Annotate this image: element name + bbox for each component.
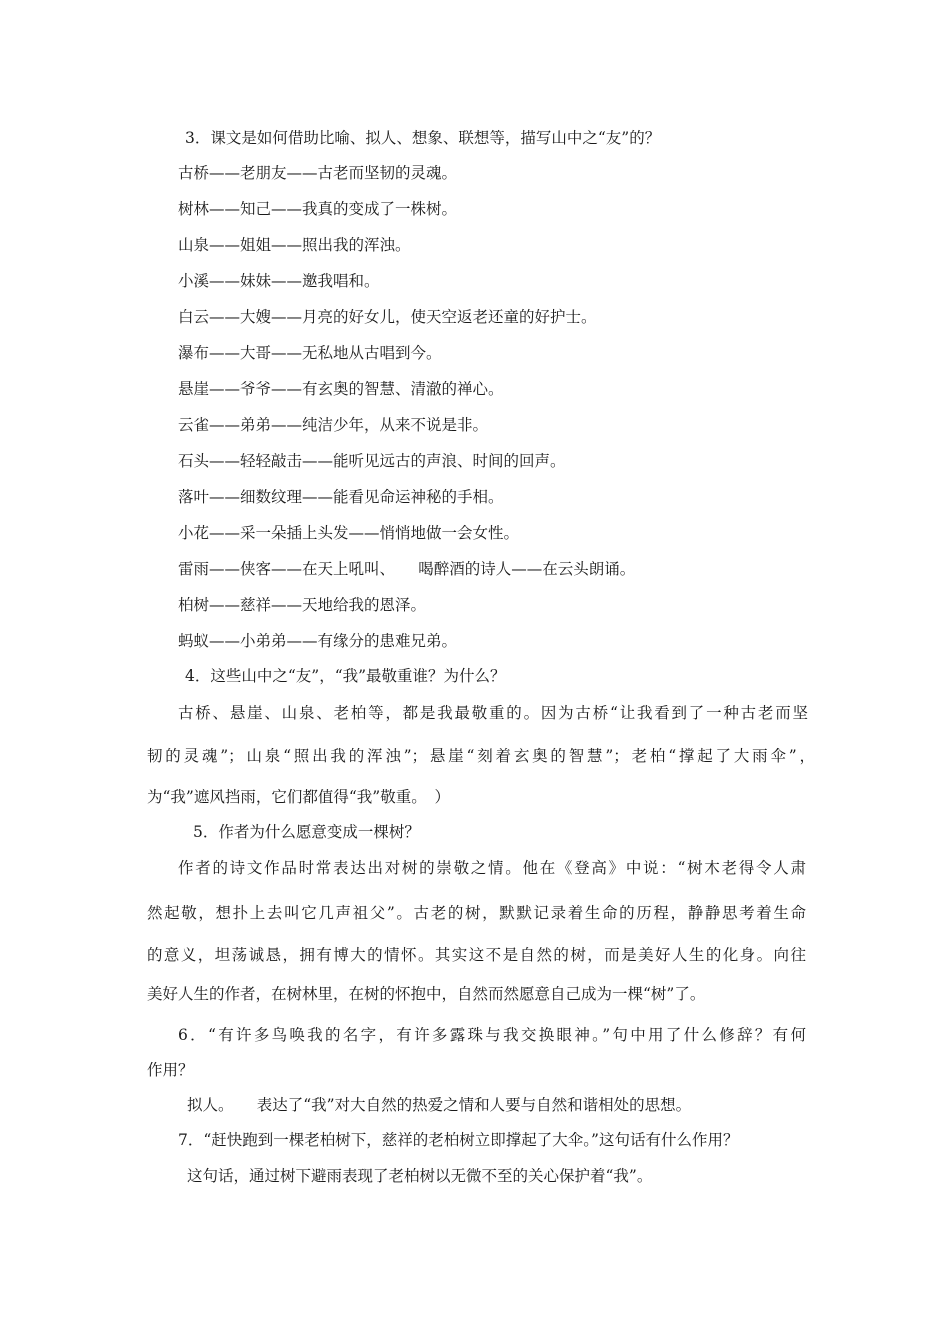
q6-answer: 拟人。 表达了“我”对大自然的热爱之情和人要与自然和谐相处的思想。 xyxy=(187,1096,692,1114)
q5-answer-line: 然起敬，想扑上去叫它几声祖父”。古老的树，默默记录着生命的历程，静静思考着生命 xyxy=(147,904,806,922)
q3-answer-line: 树林——知己——我真的变成了一株树。 xyxy=(178,200,458,218)
q5-answer-line: 作者的诗文作品时常表达出对树的崇敬之情。他在《登高》中说：“树木老得令人肃 xyxy=(178,859,806,877)
q3-answer-line: 石头——轻轻敲击——能听见远古的声浪、时间的回声。 xyxy=(178,452,566,470)
question-4: 4．这些山中之“友”，“我”最敬重谁？为什么？ xyxy=(185,667,506,685)
q3-answer-line: 小溪——妹妹——邀我唱和。 xyxy=(178,272,380,290)
q7-answer: 这句话，通过树下避雨表现了老柏树以无微不至的关心保护着“我”。 xyxy=(187,1167,653,1185)
q3-answer-line: 落叶——细数纹理——能看见命运神秘的手相。 xyxy=(178,488,504,506)
question-5: 5．作者为什么愿意变成一棵树？ xyxy=(193,823,420,841)
q3-answer-line: 悬崖——爷爷——有玄奥的智慧、清澈的禅心。 xyxy=(178,380,504,398)
q3-answer-line: 山泉——姐姐——照出我的浑浊。 xyxy=(178,236,411,254)
q4-answer-line: 为“我”遮风挡雨，它们都值得“我”敬重。 ） xyxy=(147,788,450,806)
q3-answer-line: 柏树——慈祥——天地给我的恩泽。 xyxy=(178,596,427,614)
question-6-continued: 作用？ xyxy=(147,1061,194,1079)
q3-answer-line: 蚂蚁——小弟弟——有缘分的患难兄弟。 xyxy=(178,632,458,650)
q3-answer-line: 古桥——老朋友——古老而坚韧的灵魂。 xyxy=(178,164,458,182)
q3-answer-line: 瀑布——大哥——无私地从古唱到今。 xyxy=(178,344,442,362)
q5-answer-line: 美好人生的作者，在树林里，在树的怀抱中，自然而然愿意自己成为一棵“树”了。 xyxy=(147,985,706,1003)
question-7: 7．“赶快跑到一棵老柏树下，慈祥的老柏树立即撑起了大伞。”这句话有什么作用？ xyxy=(178,1131,739,1149)
q3-answer-line: 云雀——弟弟——纯洁少年，从来不说是非。 xyxy=(178,416,489,434)
question-6: 6．“有许多鸟唤我的名字，有许多露珠与我交换眼神。”句中用了什么修辞？有何 xyxy=(178,1026,806,1044)
q5-answer-line: 的意义，坦荡诚恳，拥有博大的情怀。其实这不是自然的树，而是美好人生的化身。向往 xyxy=(147,946,806,964)
q3-answer-line: 小花——采一朵插上头发——悄悄地做一会女性。 xyxy=(178,524,520,542)
q3-answer-line: 雷雨——侠客——在天上吼叫、 喝醉酒的诗人——在云头朗诵。 xyxy=(178,560,636,578)
q3-answer-line: 白云——大嫂——月亮的好女儿，使天空返老还童的好护士。 xyxy=(178,308,597,326)
q4-answer-line: 古桥、悬崖、山泉、老柏等，都是我最敬重的。因为古桥“让我看到了一种古老而坚 xyxy=(178,704,808,722)
q4-answer-line: 韧的灵魂”；山泉“照出我的浑浊”；悬崖“刻着玄奥的智慧”；老柏“撑起了大雨伞”， xyxy=(147,747,815,765)
question-3: 3．课文是如何借助比喻、拟人、想象、联想等，描写山中之“友”的？ xyxy=(185,129,661,147)
